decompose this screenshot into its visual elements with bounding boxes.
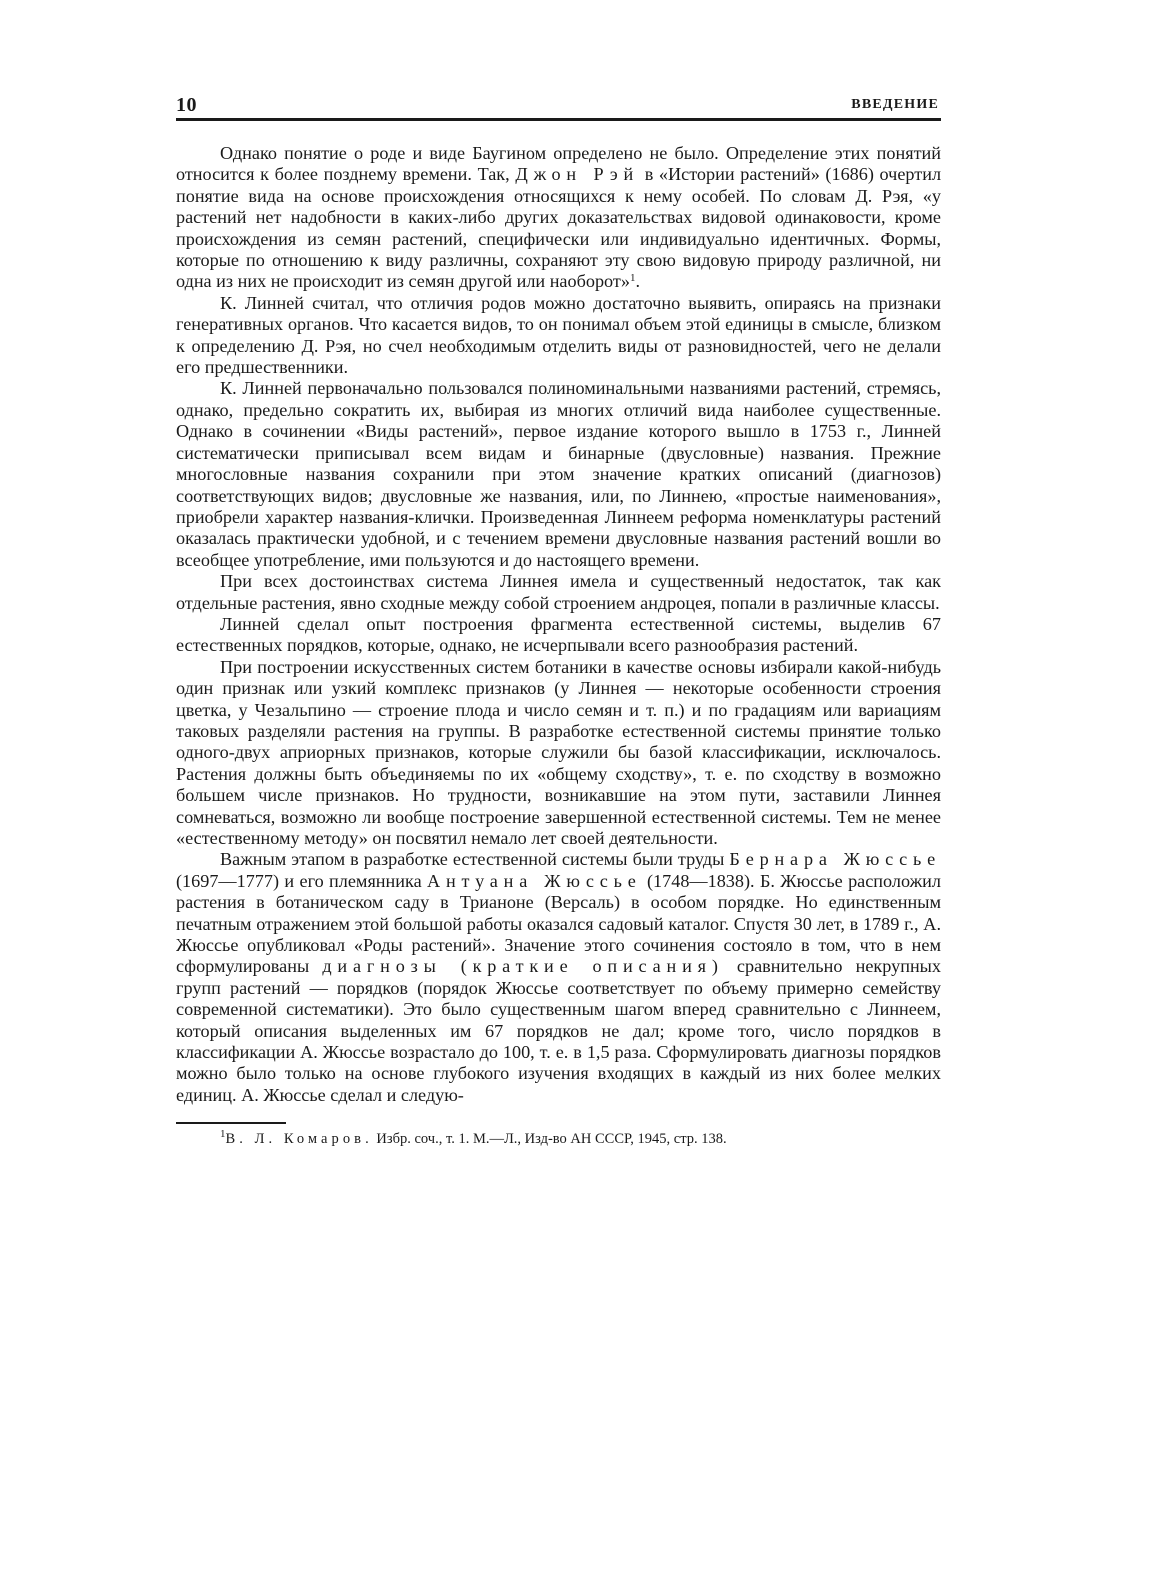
footnote-author: В. Л. Комаров. [225, 1130, 373, 1147]
paragraph-7-text: (1748—1838). Б. Жюссье расположил растения в ботаническом саду в Трианоне (Версаль) в особом порядке. Но единственным печатным отражением этой большой работы оказался садовый каталог. Спустя 30 лет, в 1789 г., А. Жюссье опубликовал «Роды растений». Значение этого сочинения состояло в том, что в нем сформулированы [176, 870, 941, 977]
paragraph-5: Линней сделал опыт построения фрагмента естественной системы, выделив 67 естественных порядков, которые, однако, не исчерпывали всего разнообразия растений. [176, 613, 941, 656]
paragraph-7-text: (1697—1777) и его племянника [176, 870, 428, 891]
emphasized-term-diagnoses: диагнозы (краткие описания) [322, 956, 724, 977]
paragraph-1-text: Однако понятие о роде и виде Баугином определено не было. Определение этих понятий относится к более позднему времени. Так, [176, 143, 941, 185]
page-number: 10 [176, 94, 197, 116]
person-name-ray: Джон Рэй [515, 164, 640, 185]
main-text [176, 143, 941, 1106]
header-rule [176, 118, 941, 121]
paragraph-3: К. Линней первоначально пользовался полиноминальными названиями растений, стремясь, однако, предельно сократить их, выбирая из многих отличий вида наиболее существенные. Однако в сочинении «Виды растений», первое издание которого вышло в 1753 г., Линней систематически приписывал всем видам и бинарные (двусловные) названия. Прежние многословные названия сохранили при этом значение кратких описаний (диагнозов) соответствующих видов; двусловные же названия, или, по Линнею, «простые наименования», приобрели характер названия-клички. Произведенная Линнеем реформа номенклатуры растений оказалась практически удобной, и с течением времени двусловные названия растений вошли во всеобщее употребление, ими пользуются и до настоящего времени. [176, 378, 941, 570]
footnote [176, 1127, 941, 1149]
footnote-reference: 1 [629, 272, 636, 285]
paragraph-2: К. Линней считал, что отличия родов можно достаточно выявить, опираясь на признаки генеративных органов. Что касается видов, то он понимал объем этой единицы в смысле, близком к определению Д. Рэя, но счел необходимым отделить виды от разновидностей, чего не делали его предшественники. [176, 292, 941, 378]
footnote-citation: Избр. соч., т. 1. М.—Л., Изд-во АН СССР, 1945, стр. 138. [372, 1130, 727, 1147]
page-header [176, 92, 941, 118]
person-name-bernard-jussieu: Бернара Жюссье [729, 849, 941, 870]
paragraph-1-text: в «Истории растений» (1686) очертил понятие вида на основе происхождения относящихся к нему особей. По словам Д. Рэя, «у растений нет надобности в каких-либо других доказательствах видовой одинаковости, кроме происхождения из семян растений, специфически или индивидуально идентичных. Формы, которые по отношению к виду различны, сохраняют эту свою видовую природу различной, ни одна из них не происходит из семян другой или наоборот» [176, 164, 942, 292]
paragraph-7-text: сравнительно некрупных групп растений — порядков (порядок Жюссье соответствует по объему примерно семейству современной систематики). Это было существенным шагом вперед сравнительно с Линнеем, который описания выделенных им 67 порядков не дал; кроме того, число порядков в классификации А. Жюссье возрастало до 100, т. е. в 1,5 раза. Сформулировать диагнозы порядков можно было только на основе глубокого изучения входящих в каждый из них более мелких единиц. А. Жюссье сделал и следую- [176, 956, 941, 1105]
paragraph-1-end: . [635, 271, 640, 292]
paragraph-1 [176, 143, 941, 293]
book-page [176, 92, 941, 1149]
paragraph-7 [176, 849, 941, 1106]
running-title: ВВЕДЕНИЕ [851, 97, 939, 112]
footnote-rule [176, 1122, 286, 1124]
footnote-mark: 1 [220, 1127, 226, 1140]
person-name-antoine-jussieu: Антуана Жюссье [427, 870, 642, 891]
paragraph-4: При всех достоинствах система Линнея имела и существенный недостаток, так как отдельные растения, явно сходные между собой строением андроцея, попали в различные классы. [176, 571, 941, 613]
paragraph-7-text: Важным этапом в разработке естественной системы были труды [220, 849, 730, 870]
paragraph-6: При построении искусственных систем ботаники в качестве основы избирали какой-нибудь один признак или узкий комплекс признаков (у Линнея — некоторые особенности строения цветка, у Чезальпино — строение плода и число семян и т. п.) и по градациям или вариациям таковых разделяли растения на группы. В разработке естественной системы принятие только одного-двух априорных признаков, которые служили бы базой классификации, исключалось. Растения должны быть объединяемы по их «общему сходству», т. е. по сходству в возможно большем числе признаков. Но трудности, возникавшие на этом пути, заставили Линнея сомневаться, возможно ли вообще построение завершенной естественной системы. Тем не менее «естественному методу» он посвятил немало лет своей деятельности. [176, 656, 941, 848]
